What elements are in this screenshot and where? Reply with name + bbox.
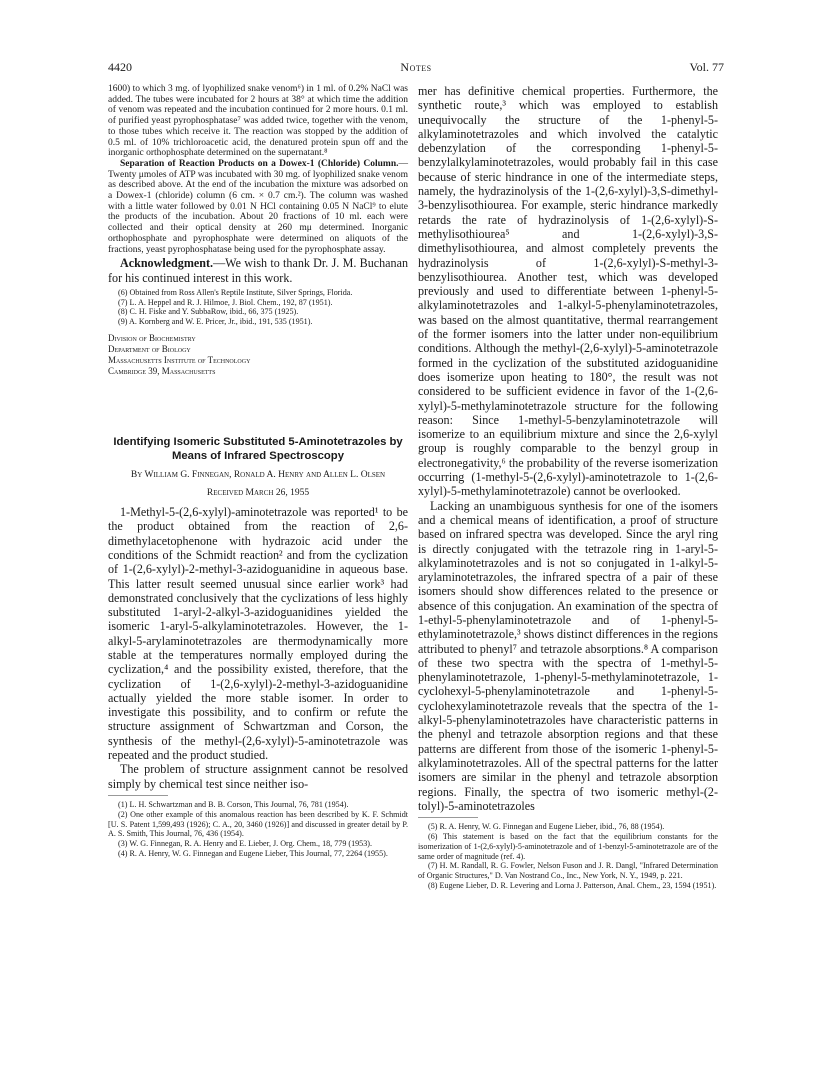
footnote-7b: (7) H. M. Randall, R. G. Fowler, Nelson Fuson and J. R. Dangl, "Infrared Determination of Organic Structures," D. Van Nostrand Co., Inc., New York, N. Y., 1949, p. 221.: [418, 861, 718, 881]
footnote-7: (7) L. A. Heppel and R. J. Hilmoe, J. Biol. Chem., 192, 87 (1951).: [118, 297, 333, 307]
footnote-4: (4) R. A. Henry, W. G. Finnegan and Eugene Lieber, This Journal, 77, 2264 (1955).: [118, 848, 388, 858]
ack-footnotes: [108, 288, 408, 327]
affiliation: [108, 333, 408, 377]
separation-text: —Twenty μmoles of ATP was incubated with 30 mg. of lyophilized snake venom as described above. At the end of the incubation the mixture was adsorbed on a Dowex-1 (chloride) column (6 cm. × 0.7 cm.²). The column was washed with a little water followed by 0.01 N HCl containing 0.05 N NaCl⁹ to elute the products of the incubation. About 20 fractions of 10 ml. each were collected and their optical density at 260 mμ determined. Inorganic orthophosphate and pyrophosphate were determined on aliquots of the fractions, yeast pyrophosphatase being used for the pyrophosphate assay.: [108, 158, 408, 255]
footnote-6: (6) Obtained from Ross Allen's Reptile Institute, Silver Springs, Florida.: [118, 287, 353, 297]
footnote-5: (5) R. A. Henry, W. G. Finnegan and Eugene Lieber, ibid., 76, 88 (1954).: [428, 822, 665, 832]
footnote-9: (9) A. Kornberg and W. E. Pricer, Jr., ibid., 191, 535 (1951).: [118, 317, 313, 327]
ack-heading: Acknowledgment.: [120, 256, 214, 271]
body-paragraph-3: mer has definitive chemical properties. Furthermore, the synthetic route,³ which was employed to establish unequivocally the structure of the 1-phenyl-5-alkylaminotetrazoles and which involved the catalytic debenzylation of the corresponding 1-phenyl-5-benzylalkylaminotetrazoles, would probably fail in this case because of steric hindrance in one of the intermediate steps, namely, the hydrazinolysis of the 1-(2,6-xylyl)-3,S-dimethyl-3-benzylisothiourea. For example, steric hindrance markedly retards the rate of hydrazinolysis of 1-(2,6-xylyl)-S-methylisothiourea⁵ and 1-(2,6-xylyl)-3,S-dimethylisothiourea, and almost completely prevents the hydrazinolysis of 1-(2,6-xylyl)-S-methyl-3-benzylisothiourea. Another test, which was developed previously and used to differentiate between 1-phenyl-5-alkylaminotetrazoles and 1-alkyl-5-phenylaminotetrazoles, was based on the almost quantitative, thermal rearrangement of the former isomers into the latter under non-equilibrium conditions. Although the methyl-(2,6-xylyl)-5-aminotetrazole formed in the cyclization of the substituted azidoguanidine does isomerize upon heating to 180°, the result was not considered to be sufficient evidence in favor of the 1-(2,6-xylyl)-5-methylaminotetrazole structure for the following reason: Since 1-methyl-5-benzylaminotetrazole will isomerize to an equilibrium mixture and since the 2,6-xylyl group is roughly comparable to the benzyl group in electronegativity,⁶ the probability of the reverse isomerization occurring (1-methyl-5-(2,6-xylyl)-aminotetrazole to 1-(2,6-xylyl)-5-methylaminotetrazole) cannot be overlooked.: [418, 84, 718, 499]
affiliation-line: Department of Biology: [108, 344, 191, 355]
right-column: [418, 84, 718, 891]
affiliation-line: Division of Biochemistry: [108, 333, 196, 344]
article-title: Identifying Isomeric Substituted 5-Aminotetrazoles by Means of Infrared Spectroscopy: [113, 436, 403, 463]
footnote-6b: (6) This statement is based on the fact that the equilibrium constants for the isomerization of 1-(2,6-xylyl)-5-aminotetrazole and of 1-benzyl-5-aminotetrazole are of the same order of magnitude (ref. 4).: [418, 831, 718, 861]
footnote-1: (1) L. H. Schwartzman and B. B. Corson, This Journal, 76, 781 (1954).: [118, 799, 349, 809]
body-paragraph-4: Lacking an unambiguous synthesis for one of the isomers and a chemical means of identification, a proof of structure based on infrared spectra was developed. Since the aryl ring is directly conjugated with the tetrazole ring in 1-aryl-5-alkylaminotetrazoles and is not so conjugated in 1-alkyl-5-arylaminotetrazoles, the infrared spectra of a pair of these isomers should show differences related to the presence or absence of this conjugation. An examination of the spectra of 1-ethyl-5-phenylaminotetrazole and of 1-phenyl-5-ethylaminotetrazole,³ shows distinct differences in the regions attributed to phenyl⁷ and tetrazole absorptions.⁸ A comparison of these two spectra with the spectra of 1-methyl-5-phenylaminotetrazole, 1-phenyl-5-methylaminotetrazole, 1-cyclohexyl-5-phenylaminotetrazole and 1-phenyl-5-cyclohexylaminotetrazole reveals that the spectra of the 1-alkyl-5-phenylaminotetrazoles have characteristic patterns in the phenyl and tetrazole absorption regions and that these patterns are different from those of the isomeric 1-phenyl-5-alkylaminotetrazoles. All of the spectral patterns for the latter isomers are similar in the phenyl and tetrazole absorption regions. Finally, the spectra of two isomeric methyl-(2-tolyl)-5-aminotetrazoles: [418, 498, 718, 813]
separation-paragraph: [108, 159, 408, 255]
running-head: [108, 60, 724, 76]
volume-label: Vol. 77: [689, 60, 724, 74]
left-column: [108, 84, 408, 859]
separation-heading: Separation of Reaction Products on a Dowex-1 (Chloride) Column.: [120, 158, 399, 169]
footnote-rule: [418, 817, 478, 818]
affiliation-line: Massachusetts Institute of Technology: [108, 355, 251, 366]
continued-paragraph: 1600) to which 3 mg. of lyophilized snake venom⁶) in 1 ml. of 0.2% NaCl was added. The tubes were incubated for 2 hours at 38° at which time the addition of venom was repeated and the incubation continued for 2 more hours. 0.1 ml. of purified yeast pyrophosphatase⁷ was added twice, together with the venom, to those tubes which receive it. The reaction was stopped by the addition of 0.5 ml. of 10% trichloroacetic acid, the denatured protein spun off and the inorganic orthophosphate determined on the supernatant.⁸: [108, 84, 408, 159]
footnote-8: (8) C. H. Fiske and Y. SubbaRow, ibid., 66, 375 (1925).: [118, 307, 299, 317]
footnote-8b: (8) Eugene Lieber, D. R. Levering and Lorna J. Patterson, Anal. Chem., 23, 1594 (1951).: [428, 880, 717, 890]
left-footnotes: [108, 800, 408, 859]
article-authors: By William G. Finnegan, Ronald A. Henry and Allen L. Olsen: [130, 470, 386, 481]
section-title: Notes: [400, 60, 432, 74]
footnote-3: (3) W. G. Finnegan, R. A. Henry and E. Lieber, J. Org. Chem., 18, 779 (1953).: [118, 839, 372, 849]
right-footnotes: [418, 822, 718, 891]
footnote-2: (2) One other example of this anomalous reaction has been described by K. F. Schmidt [U. S. Patent 1,599,493 (1926); C. A., 20, 3460 (1926)] and discussed in greater detail by P. A. S. Smith, This Journal, 76, 436 (1954).: [108, 809, 408, 839]
page-number: 4420: [108, 60, 132, 74]
ack-text: —We wish to thank Dr. J. M. Buchanan for his continued interest in this work.: [108, 256, 408, 285]
acknowledgment: [108, 256, 408, 285]
body-paragraph-1: 1-Methyl-5-(2,6-xylyl)-aminotetrazole was reported¹ to be the product obtained from the reaction of 2,6-dimethylacetophenone with hydrazoic acid under the conditions of the Schmidt reaction² and from the cyclization of 1-(2,6-xylyl)-2-methyl-3-azidoguanidine in aqueous base. This latter result seemed unusual since earlier work³ had demonstrated conclusively that the cyclizations of less highly substituted 1-aryl-2-alkyl-3-azidoguanidines yielded the isomeric 1-aryl-5-alkylaminotetrazoles. However, the 1-alkyl-5-arylaminotetrazoles are thermodynamically more stable at the temperatures normally employed during the cyclization,⁴ and the possibility existed, therefore, that the cyclization of 1-(2,6-xylyl)-2-methyl-3-azidoguanidine actually yielded the more stable isomer. In order to investigate this possibility, and to confirm or refute the structure assignment of Schwartzman and Corson, the synthesis of the methyl-(2,6-xylyl)-5-aminotetrazole was repeated and the product studied.: [108, 505, 408, 763]
footnote-rule: [108, 795, 168, 796]
affiliation-line: Cambridge 39, Massachusetts: [108, 366, 216, 377]
received-date: Received March 26, 1955: [206, 488, 310, 499]
body-paragraph-2: The problem of structure assignment cannot be resolved simply by chemical test since neither iso-: [108, 762, 408, 791]
